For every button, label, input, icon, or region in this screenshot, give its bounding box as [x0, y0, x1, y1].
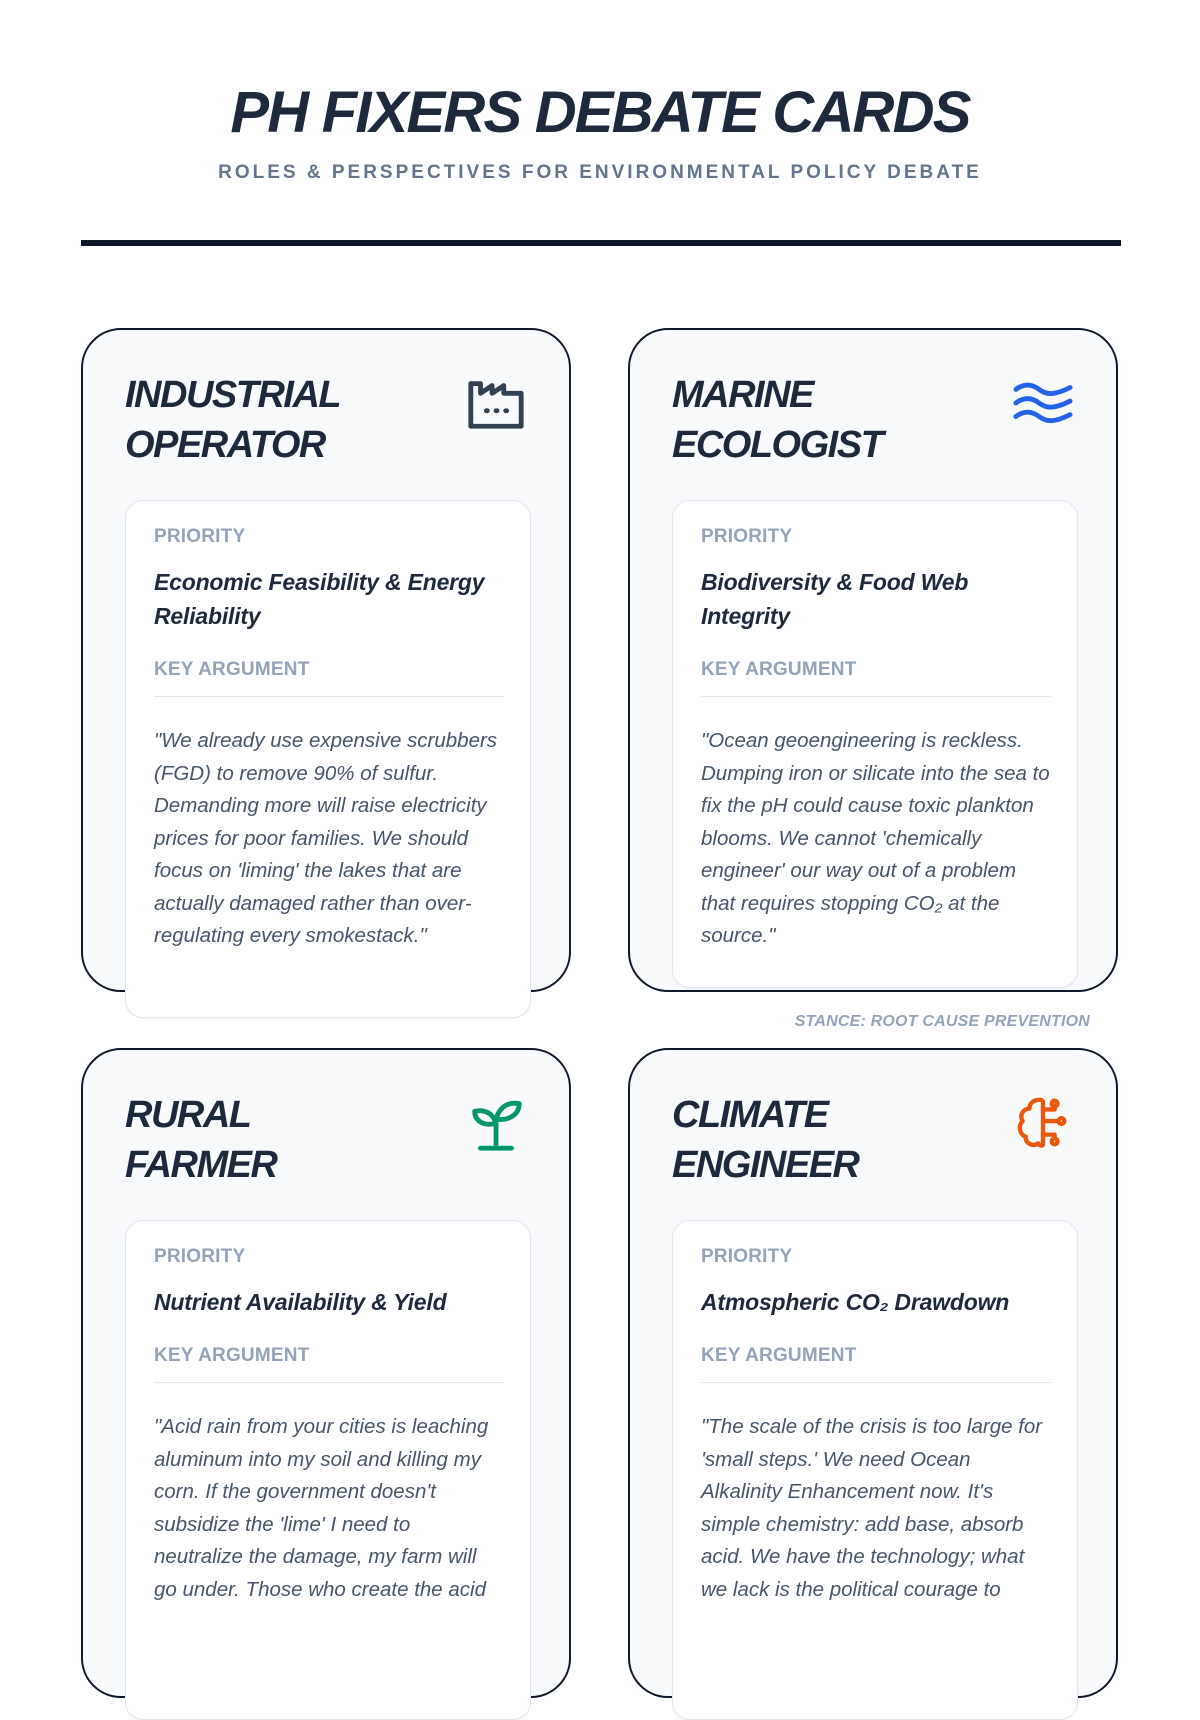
key-argument-label: KEY ARGUMENT	[154, 1345, 310, 1366]
role-title: CLIMATE ENGINEER	[672, 1094, 859, 1186]
factory-icon	[465, 372, 527, 434]
key-argument-label: KEY ARGUMENT	[701, 659, 857, 680]
page-subtitle: ROLES & PERSPECTIVES FOR ENVIRONMENTAL POLICY DEBATE	[218, 162, 982, 183]
priority-value: Atmospheric CO₂ Drawdown	[701, 1289, 1010, 1315]
key-argument-text: "Ocean geoengineering is reckless. Dumping iron or silicate into the sea to fix the pH could cause toxic plankton blooms. We cannot 'chemically engineer' our way out of a problem that requires stopping CO₂ at the source."	[701, 729, 1050, 947]
key-argument-text: "We already use expensive scrubbers (FGD) to remove 90% of sulfur. Demanding more will raise electricity prices for poor families. We should focus on 'liming' the lakes that are actually damaged rather than over-regulating every smokestack."	[154, 729, 498, 947]
waves-icon	[1012, 372, 1074, 434]
key-argument-text: "The scale of the crisis is too large for 'small steps.' We need Ocean Alkalinity Enhancement now. It's simple chemistry: add base, absorb acid. We have the technology; what we lack is the political courage to	[701, 1415, 1043, 1601]
brain-icon	[1012, 1092, 1074, 1154]
card-details	[672, 1220, 1078, 1720]
argument-divider	[154, 696, 504, 697]
role-title: RURAL FARMER	[125, 1094, 277, 1186]
card-details	[672, 500, 1078, 988]
debate-card-marine-ecologist	[628, 328, 1118, 992]
priority-label: PRIORITY	[701, 1246, 793, 1267]
priority-value: Economic Feasibility & Energy Reliability	[154, 569, 485, 629]
stance-label: STANCE: ROOT CAUSE PREVENTION	[794, 1013, 1090, 1030]
role-title: INDUSTRIAL OPERATOR	[125, 374, 341, 466]
priority-value: Nutrient Availability & Yield	[154, 1289, 447, 1315]
argument-divider	[154, 1382, 504, 1383]
header-divider	[81, 240, 1121, 246]
card-details	[125, 500, 531, 1018]
key-argument-text: "Acid rain from your cities is leaching aluminum into my soil and killing my corn. If the government doesn't subsidize the 'lime' I need to neutralize the damage, my farm will go under. Those who create the acid	[154, 1415, 489, 1601]
card-details	[125, 1220, 531, 1720]
key-argument-label: KEY ARGUMENT	[154, 659, 310, 680]
priority-label: PRIORITY	[154, 1246, 246, 1267]
priority-label: PRIORITY	[701, 526, 793, 547]
debate-card-industrial-operator	[81, 328, 571, 992]
role-title: MARINE ECOLOGIST	[672, 374, 883, 466]
priority-value: Biodiversity & Food Web Integrity	[701, 569, 969, 629]
debate-card-climate-engineer	[628, 1048, 1118, 1698]
argument-divider	[701, 1382, 1051, 1383]
key-argument-label: KEY ARGUMENT	[701, 1345, 857, 1366]
sprout-icon	[465, 1092, 527, 1154]
priority-label: PRIORITY	[154, 526, 246, 547]
page-title: PH FIXERS DEBATE CARDS	[230, 80, 970, 145]
debate-card-rural-farmer	[81, 1048, 571, 1698]
argument-divider	[701, 696, 1051, 697]
